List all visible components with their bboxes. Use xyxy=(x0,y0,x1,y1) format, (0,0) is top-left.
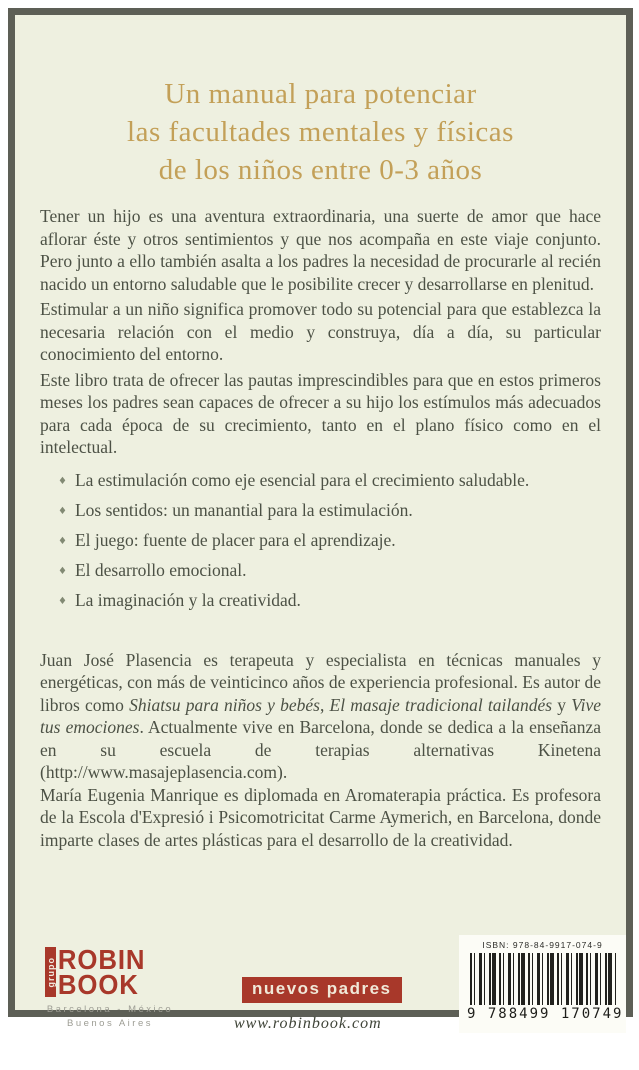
topics-list xyxy=(40,471,601,611)
paragraph: Tener un hijo es una aventura extraordinaria, una suerte de amor que hace aflorar éste y otros sentimientos y que nos acompaña en este viaje conjunto. Pero junto a ello también asalta a los padres la necesidad de procurarle al recién nacido un entorno saludable que le posibilite crecer y desarrollarse en plenitud. xyxy=(40,206,601,294)
grupo-vertical-bar xyxy=(45,947,56,997)
collection-badge: nuevos padres xyxy=(242,977,402,1003)
cities-line-1: Barcelona - México xyxy=(46,1004,174,1015)
title-line-1: Un manual para potenciar xyxy=(164,78,477,110)
isbn-label: ISBN: 978-84-9917-074-9 xyxy=(482,940,603,950)
author-bio-manrique: María Eugenia Manrique es diplomada en Aromaterapia práctica. Es profesora de la Escola d'Expresió i Psicomotricitat Carme Aymerich, en Barcelona, donde imparte clases de artes plásticas para el desarrollo de la creatividad. xyxy=(40,784,601,850)
list-item-label: El juego: fuente de placer para el aprendizaje. xyxy=(74,529,396,550)
title-line-3: de los niños entre 0-3 años xyxy=(158,154,483,186)
list-item xyxy=(58,471,601,491)
paragraph: Este libro trata de ofrecer las pautas imprescindibles para que en estos primeros meses los padres sean capaces de ofrecer a su hijo los estímulos más adecuados para cada época de su crecimiento, tanto en el plano físico como en el intelectual. xyxy=(40,369,601,457)
diamond-bullet-icon: ♦ xyxy=(58,535,67,547)
publisher-logo xyxy=(45,944,175,1031)
barcode-digits: 9 788499 170749 xyxy=(467,1006,624,1022)
list-item xyxy=(58,501,601,521)
list-item-label: Los sentidos: un manantial para la estimulación. xyxy=(74,499,413,520)
diamond-bullet-icon: ♦ xyxy=(58,565,67,577)
cover-body-copy xyxy=(40,205,601,459)
cover-inner xyxy=(15,75,626,1070)
author-bios xyxy=(40,649,601,852)
title-line-2: las facultades mentales y físicas xyxy=(127,116,514,148)
barcode-box xyxy=(459,935,626,1033)
publisher-cities xyxy=(45,1003,175,1031)
list-item-label: El desarrollo emocional. xyxy=(74,559,247,580)
list-item xyxy=(58,591,601,611)
book-back-cover xyxy=(8,8,633,1032)
list-item-label: La estimulación como eje esencial para el crecimiento saludable. xyxy=(74,469,530,490)
publisher-website: www.robinbook.com xyxy=(234,1015,382,1032)
robin-book-logo xyxy=(45,944,175,1000)
cities-line-2: Buenos Aires xyxy=(67,1018,153,1029)
list-item-label: La imaginación y la creatividad. xyxy=(74,589,301,610)
list-item xyxy=(58,531,601,551)
cover-title xyxy=(15,75,626,189)
wordmark-line-book: BOOK xyxy=(57,969,139,1000)
grupo-label: grupo xyxy=(45,956,56,988)
diamond-bullet-icon: ♦ xyxy=(58,475,67,487)
list-item xyxy=(58,561,601,581)
diamond-bullet-icon: ♦ xyxy=(58,595,67,607)
wordmark-line-robin: ROBIN xyxy=(57,944,146,975)
diamond-bullet-icon: ♦ xyxy=(58,505,67,517)
barcode-icon xyxy=(470,953,616,1005)
robin-book-wordmark xyxy=(56,944,146,1000)
paragraph: Estimular a un niño significa promover todo su potencial para que establezca la necesaria relación con el medio y construya, día a día, su particular conocimiento del entorno. xyxy=(40,299,601,364)
author-bio-plasencia: Juan José Plasencia es terapeuta y especialista en técnicas manuales y energéticas, con más de veinticinco años de experiencia profesional. Es autor de libros como Shiatsu para niños y bebés, El masaje tradicional tailandés y Vive tus emociones. Actualmente vive en Barcelona, donde se dedica a la enseñanza en su escuela de terapias alternativas Kinetena (http://www.masajeplasencia.com). xyxy=(40,649,602,782)
